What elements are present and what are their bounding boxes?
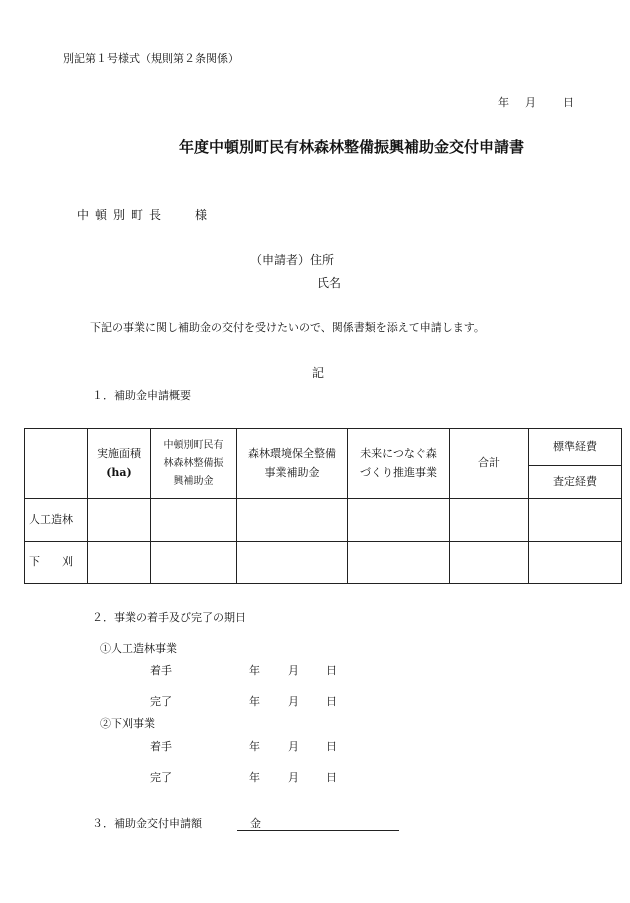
header-area-unit: (ha)	[106, 465, 132, 479]
intro-text: 下記の事業に関し補助金の交付を受けたいので、関係書類を添えて申請します。	[90, 321, 485, 334]
header-future-forest-line1: 未来につなぐ森	[360, 446, 437, 460]
table-cell[interactable]	[529, 499, 622, 542]
header-area	[88, 429, 151, 499]
document-title: 年度中頓別町民有林森林整備振興補助金交付申請書	[179, 138, 525, 156]
header-total: 合計	[450, 429, 529, 499]
day-label: 日	[326, 695, 337, 708]
project-weeding-start-label: 着手	[150, 740, 172, 753]
month-label: 月	[288, 740, 299, 753]
applicant-address-label: （申請者）住所	[250, 253, 335, 267]
project-planting-name: ①人工造林事業	[100, 642, 177, 655]
applicant-name-label: 氏名	[317, 276, 342, 290]
year-label: 年	[249, 740, 260, 753]
table-cell[interactable]	[88, 542, 151, 584]
header-future-forest-line2: づくり推進事業	[360, 465, 437, 479]
form-label: 別記第１号様式（規則第２条関係）	[63, 52, 239, 65]
table-cell[interactable]	[450, 542, 529, 584]
header-standard-cost: 標準経費	[529, 429, 622, 466]
project-weeding-end-label: 完了	[150, 771, 172, 784]
table-cell[interactable]	[450, 499, 529, 542]
header-town-subsidy-line1: 中頓別町民有	[163, 439, 224, 451]
row-label-weeding: 下 刈	[25, 542, 88, 584]
project-weeding-name: ②下刈事業	[100, 717, 155, 730]
table-cell[interactable]	[348, 542, 450, 584]
date-month-label: 月	[525, 96, 536, 109]
year-label: 年	[249, 771, 260, 784]
table-row	[25, 499, 622, 542]
table-row	[25, 542, 622, 584]
table-cell[interactable]	[529, 542, 622, 584]
row-label-planting: 人工造林	[25, 499, 88, 542]
addressee-name: 中頓別町長	[77, 208, 168, 222]
amount-prefix: 金	[250, 817, 261, 830]
ki-heading: 記	[312, 366, 325, 380]
subsidy-overview-table	[24, 428, 622, 584]
table-cell[interactable]	[348, 499, 450, 542]
day-label: 日	[326, 664, 337, 677]
table-cell[interactable]	[88, 499, 151, 542]
day-label: 日	[326, 740, 337, 753]
table-cell[interactable]	[237, 542, 348, 584]
month-label: 月	[288, 664, 299, 677]
year-label: 年	[249, 695, 260, 708]
header-env-subsidy-line2: 事業補助金	[264, 465, 320, 479]
header-town-subsidy-line2: 林森林整備振	[163, 457, 224, 469]
header-town-subsidy	[151, 429, 237, 499]
date-day-label: 日	[563, 96, 574, 109]
section3-heading: ３．補助金交付申請額	[92, 817, 202, 830]
table-cell[interactable]	[237, 499, 348, 542]
month-label: 月	[288, 771, 299, 784]
day-label: 日	[326, 771, 337, 784]
project-planting-start-label: 着手	[150, 664, 172, 677]
header-future-forest	[348, 429, 450, 499]
month-label: 月	[288, 695, 299, 708]
header-blank-cell	[25, 429, 88, 499]
header-area-label: 実施面積	[97, 446, 141, 460]
table-cell[interactable]	[151, 499, 237, 542]
project-planting-end-label: 完了	[150, 695, 172, 708]
table-cell[interactable]	[151, 542, 237, 584]
date-year-label: 年	[498, 96, 509, 109]
header-town-subsidy-line3: 興補助金	[173, 475, 214, 487]
section1-heading: １．補助金申請概要	[92, 389, 191, 402]
year-label: 年	[249, 664, 260, 677]
section2-heading: ２．事業の着手及び完了の期日	[92, 611, 246, 624]
header-env-subsidy	[237, 429, 348, 499]
header-assessed-cost: 査定経費	[529, 466, 622, 499]
header-env-subsidy-line1: 森林環境保全整備	[248, 446, 336, 460]
addressee-suffix: 様	[195, 208, 208, 222]
amount-underline[interactable]	[237, 830, 399, 831]
